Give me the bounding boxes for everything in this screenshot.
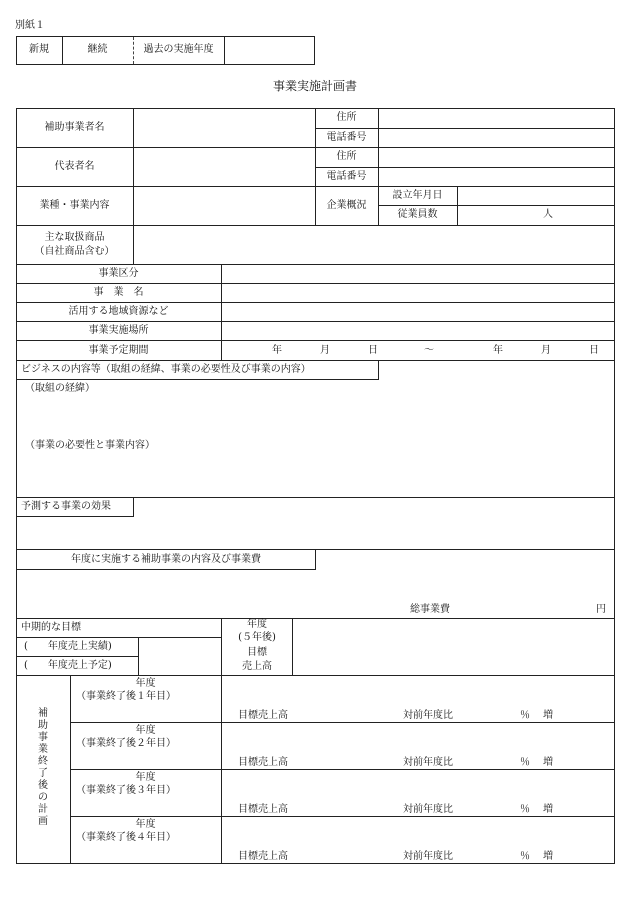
post-plan-label-char: 補	[38, 708, 48, 719]
post-year-sublabel: （事業終了後３年目）	[76, 785, 176, 796]
planned-sales-label: ( 年度売上予定)	[24, 660, 112, 671]
period-start-month: 月	[320, 345, 330, 356]
post-target-sales-label: 目標売上高	[238, 804, 288, 815]
employees-input[interactable]	[458, 206, 538, 225]
effect-header: 予測する事業の効果	[21, 501, 111, 512]
local-resources-input[interactable]	[222, 303, 614, 321]
post-increase-label: 増	[543, 757, 553, 768]
midterm-target-textarea[interactable]	[293, 619, 614, 675]
post-percent-label: ％	[520, 710, 530, 721]
target-year-label: 年度	[247, 619, 267, 630]
post-percent-label: ％	[520, 851, 530, 862]
post-yoy-label: 対前年度比	[403, 804, 453, 815]
business-category-input[interactable]	[222, 265, 614, 283]
post-plan-label-char: 了	[38, 768, 48, 779]
representative-address-label: 住所	[336, 151, 357, 162]
representative-address-input[interactable]	[379, 148, 614, 167]
post-plan-label-char: 助	[38, 720, 48, 731]
post-yoy-label: 対前年度比	[403, 710, 453, 721]
post-target-sales-label: 目標売上高	[238, 851, 288, 862]
total-cost-unit: 円	[596, 604, 606, 615]
post-yoy-input[interactable]	[462, 801, 516, 815]
period-end-year: 年	[493, 345, 503, 356]
post-yoy-input[interactable]	[462, 848, 516, 862]
post-yoy-input[interactable]	[462, 707, 516, 721]
business-type-input[interactable]	[134, 187, 315, 225]
target-label: 目標	[247, 647, 267, 658]
applicant-address-label: 住所	[336, 112, 357, 123]
business-content-header: ビジネスの内容等（取組の経緯、事業の必要性及び事業の内容）	[21, 364, 311, 375]
products-input[interactable]	[134, 226, 614, 264]
post-plan-label-char: 事	[38, 732, 48, 743]
post-percent-label: ％	[520, 757, 530, 768]
post-yoy-label: 対前年度比	[403, 851, 453, 862]
post-increase-label: 増	[543, 851, 553, 862]
local-resources-label: 活用する地域資源など	[68, 306, 169, 317]
document-title: 事業実施計画書	[272, 79, 357, 93]
products-label-line1: 主な取扱商品	[44, 232, 105, 243]
business-name-input[interactable]	[222, 284, 614, 302]
representative-phone-label: 電話番号	[326, 171, 367, 182]
post-percent-label: ％	[520, 804, 530, 815]
target-sales-label: 売上高	[242, 661, 272, 672]
post-yoy-label: 対前年度比	[403, 757, 453, 768]
post-target-sales-label: 目標売上高	[238, 757, 288, 768]
post-target-sales-input[interactable]	[298, 707, 398, 721]
post-target-sales-input[interactable]	[298, 848, 398, 862]
representative-phone-input[interactable]	[379, 168, 614, 186]
post-target-sales-input[interactable]	[298, 754, 398, 768]
products-label-line2: （自社商品含む）	[34, 246, 115, 257]
period-end-day: 日	[589, 345, 599, 356]
period-tilde: ～	[424, 345, 434, 356]
past-year-label: 過去の実施年度	[143, 44, 214, 55]
applicant-name-label: 補助事業者名	[44, 122, 105, 133]
post-plan-label-char: の	[38, 792, 48, 803]
post-plan-label-char: 計	[38, 804, 48, 815]
representative-label: 代表者名	[54, 161, 95, 172]
business-type-label: 業種・事業内容	[39, 200, 110, 211]
post-plan-label-char: 後	[38, 780, 48, 791]
business-period-label: 事業予定期間	[88, 345, 149, 356]
period-end-month: 月	[541, 345, 551, 356]
post-increase-label: 増	[543, 710, 553, 721]
business-category-label: 事業区分	[98, 268, 139, 279]
post-year-label: 年度	[135, 819, 156, 830]
representative-input[interactable]	[134, 148, 315, 186]
post-year-sublabel: （事業終了後４年目）	[76, 832, 176, 843]
attachment-label: 別紙１	[15, 20, 45, 31]
business-location-label: 事業実施場所	[88, 325, 149, 336]
subsidy-textarea[interactable]	[17, 571, 614, 603]
total-cost-input[interactable]	[465, 603, 590, 617]
business-location-input[interactable]	[222, 322, 614, 340]
applicant-address-input[interactable]	[379, 109, 614, 128]
applicant-name-input[interactable]	[134, 109, 315, 147]
company-overview-label: 企業概況	[326, 200, 367, 211]
status-new-option[interactable]: 新規	[29, 44, 49, 55]
midterm-sales-input[interactable]	[139, 638, 221, 675]
post-year-label: 年度	[135, 678, 156, 689]
post-plan-label-char: 画	[38, 816, 48, 827]
business-name-label: 事 業 名	[93, 287, 144, 298]
post-yoy-input[interactable]	[462, 754, 516, 768]
founded-date-label: 設立年月日	[392, 190, 443, 201]
business-content-textarea[interactable]	[17, 396, 614, 496]
period-start-day: 日	[368, 345, 378, 356]
employees-label: 従業員数	[397, 209, 438, 220]
post-plan-label-char: 終	[38, 756, 48, 767]
post-increase-label: 増	[543, 804, 553, 815]
necessity-sublabel: （事業の必要性と事業内容）	[25, 440, 155, 451]
post-year-sublabel: （事業終了後１年目）	[76, 691, 176, 702]
post-target-sales-input[interactable]	[298, 801, 398, 815]
founded-date-input[interactable]	[458, 187, 614, 205]
target-5yr-label: (５年後)	[238, 632, 276, 643]
effect-textarea[interactable]	[17, 518, 614, 548]
post-year-label: 年度	[135, 772, 156, 783]
period-start-year: 年	[272, 345, 282, 356]
employees-unit: 人	[543, 209, 553, 220]
history-sublabel: （取組の経緯）	[25, 383, 95, 394]
post-year-sublabel: （事業終了後２年目）	[76, 738, 176, 749]
actual-sales-label: ( 年度売上実績)	[24, 641, 112, 652]
applicant-phone-label: 電話番号	[326, 132, 367, 143]
status-continue-option[interactable]: 継続	[87, 44, 108, 55]
post-target-sales-label: 目標売上高	[238, 710, 288, 721]
midterm-header: 中期的な目標	[21, 622, 81, 633]
total-cost-label: 総事業費	[410, 604, 450, 615]
post-year-label: 年度	[135, 725, 156, 736]
applicant-phone-input[interactable]	[379, 129, 614, 147]
post-plan-label-char: 業	[38, 744, 48, 755]
subsidy-header: 年度に実施する補助事業の内容及び事業費	[71, 554, 261, 565]
past-year-input[interactable]	[225, 37, 314, 64]
